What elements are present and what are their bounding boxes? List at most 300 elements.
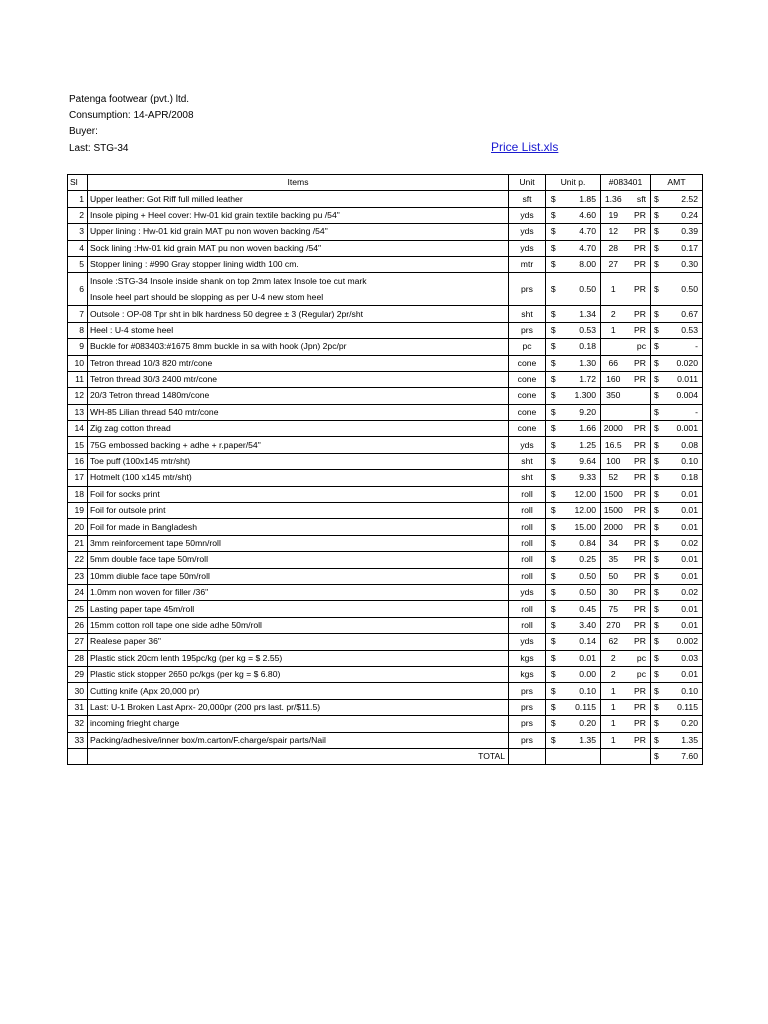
row-consumption-unit: PR bbox=[626, 273, 651, 306]
total-row bbox=[68, 748, 703, 764]
row-item: 75G embossed backing + adhe + r.paper/54" bbox=[88, 437, 509, 453]
row-sl: 14 bbox=[68, 421, 88, 437]
row-unit: mtr bbox=[509, 256, 546, 272]
row-price-currency: $ bbox=[546, 240, 561, 256]
row-consumption-unit: PR bbox=[626, 716, 651, 732]
row-amt-currency: $ bbox=[651, 371, 666, 387]
row-consumption-unit: PR bbox=[626, 732, 651, 748]
row-consumption-unit: PR bbox=[626, 568, 651, 584]
table-row bbox=[68, 519, 703, 535]
row-unit: yds bbox=[509, 224, 546, 240]
row-amount: 0.020 bbox=[666, 355, 703, 371]
table-row bbox=[68, 421, 703, 437]
row-unit-price: 0.00 bbox=[561, 666, 601, 682]
table-row bbox=[68, 224, 703, 240]
row-consumption bbox=[601, 404, 626, 420]
row-amount: 2.52 bbox=[666, 191, 703, 207]
row-item: 1.0mm non woven for filler /36" bbox=[88, 584, 509, 600]
row-sl: 3 bbox=[68, 224, 88, 240]
row-amount: 0.002 bbox=[666, 634, 703, 650]
row-price-currency: $ bbox=[546, 666, 561, 682]
table-row bbox=[68, 683, 703, 699]
table-row bbox=[68, 634, 703, 650]
row-unit-price: 0.18 bbox=[561, 339, 601, 355]
row-item: 3mm reinforcement tape 50mn/roll bbox=[88, 535, 509, 551]
row-unit: cone bbox=[509, 371, 546, 387]
table-row bbox=[68, 535, 703, 551]
row-unit: kgs bbox=[509, 666, 546, 682]
row-sl: 17 bbox=[68, 470, 88, 486]
row-unit: prs bbox=[509, 322, 546, 338]
row-item: Hotmelt (100 x145 mtr/sht) bbox=[88, 470, 509, 486]
row-amount: 0.50 bbox=[666, 273, 703, 306]
row-sl: 6 bbox=[68, 273, 88, 306]
row-consumption: 1 bbox=[601, 322, 626, 338]
row-unit-price: 1.72 bbox=[561, 371, 601, 387]
row-sl: 7 bbox=[68, 306, 88, 322]
row-unit: roll bbox=[509, 601, 546, 617]
row-consumption-unit: PR bbox=[626, 634, 651, 650]
row-item: 10mm diuble face tape 50m/roll bbox=[88, 568, 509, 584]
table-row bbox=[68, 191, 703, 207]
row-price-currency: $ bbox=[546, 421, 561, 437]
row-amt-currency: $ bbox=[651, 584, 666, 600]
row-unit-price: 0.50 bbox=[561, 568, 601, 584]
row-item: Upper lining : Hw-01 kid grain MAT pu non woven backing /54" bbox=[88, 224, 509, 240]
row-unit: cone bbox=[509, 421, 546, 437]
row-price-currency: $ bbox=[546, 716, 561, 732]
row-amt-currency: $ bbox=[651, 207, 666, 223]
row-amt-currency: $ bbox=[651, 666, 666, 682]
row-unit: roll bbox=[509, 568, 546, 584]
row-item: Stopper lining : #990 Gray stopper lining width 100 cm. bbox=[88, 256, 509, 272]
row-amt-currency: $ bbox=[651, 256, 666, 272]
row-item-line: Insole :STG-34 Insole inside shank on top 2mm latex Insole toe cut mark bbox=[90, 276, 367, 287]
row-amount: 0.01 bbox=[666, 568, 703, 584]
row-unit-price: 0.20 bbox=[561, 716, 601, 732]
row-sl: 9 bbox=[68, 339, 88, 355]
row-item bbox=[88, 273, 509, 306]
consumption-date: Consumption: 14-APR/2008 bbox=[69, 110, 194, 121]
row-consumption: 1500 bbox=[601, 503, 626, 519]
row-price-currency: $ bbox=[546, 552, 561, 568]
table-row bbox=[68, 240, 703, 256]
row-item: Last: U-1 Broken Last Aprx- 20,000pr (200 prs last. pr/$11.5) bbox=[88, 699, 509, 715]
row-price-currency: $ bbox=[546, 322, 561, 338]
row-sl: 23 bbox=[68, 568, 88, 584]
row-sl: 5 bbox=[68, 256, 88, 272]
row-price-currency: $ bbox=[546, 224, 561, 240]
row-sl: 4 bbox=[68, 240, 88, 256]
row-sl: 20 bbox=[68, 519, 88, 535]
table-row bbox=[68, 650, 703, 666]
row-unit: yds bbox=[509, 634, 546, 650]
row-consumption-unit bbox=[626, 404, 651, 420]
table-row bbox=[68, 437, 703, 453]
row-item: Buckle for #083403:#1675 8mm buckle in sa with hook (Jpn) 2pc/pr bbox=[88, 339, 509, 355]
row-item: Upper leather: Got Riff full milled leather bbox=[88, 191, 509, 207]
row-amt-currency: $ bbox=[651, 437, 666, 453]
table-row bbox=[68, 552, 703, 568]
row-amount: 0.01 bbox=[666, 617, 703, 633]
row-consumption: 66 bbox=[601, 355, 626, 371]
row-consumption: 270 bbox=[601, 617, 626, 633]
row-consumption-unit: PR bbox=[626, 224, 651, 240]
row-sl: 18 bbox=[68, 486, 88, 502]
row-unit-price: 12.00 bbox=[561, 486, 601, 502]
row-amount: 0.01 bbox=[666, 666, 703, 682]
table-row bbox=[68, 732, 703, 748]
row-unit-price: 8.00 bbox=[561, 256, 601, 272]
row-amount: 0.01 bbox=[666, 503, 703, 519]
table-row bbox=[68, 601, 703, 617]
row-item: Tetron thread 10/3 820 mtr/cone bbox=[88, 355, 509, 371]
row-amount: 0.01 bbox=[666, 486, 703, 502]
company-name: Patenga footwear (pvt.) ltd. bbox=[69, 94, 190, 105]
row-price-currency: $ bbox=[546, 306, 561, 322]
row-amt-currency: $ bbox=[651, 240, 666, 256]
row-sl: 26 bbox=[68, 617, 88, 633]
row-amount: 0.10 bbox=[666, 453, 703, 469]
row-amt-currency: $ bbox=[651, 519, 666, 535]
row-consumption: 1500 bbox=[601, 486, 626, 502]
row-unit: yds bbox=[509, 207, 546, 223]
row-amount: 0.17 bbox=[666, 240, 703, 256]
row-consumption: 27 bbox=[601, 256, 626, 272]
row-consumption: 2 bbox=[601, 666, 626, 682]
row-unit-price: 4.70 bbox=[561, 224, 601, 240]
row-item: Outsole : OP-08 Tpr sht in blk hardness 50 degree ± 3 (Regular) 2pr/sht bbox=[88, 306, 509, 322]
row-price-currency: $ bbox=[546, 699, 561, 715]
table-row bbox=[68, 568, 703, 584]
row-consumption: 1 bbox=[601, 683, 626, 699]
row-consumption: 52 bbox=[601, 470, 626, 486]
row-item: Packing/adhesive/inner box/m.carton/F.charge/spair parts/Nail bbox=[88, 732, 509, 748]
row-amt-currency: $ bbox=[651, 699, 666, 715]
row-price-currency: $ bbox=[546, 404, 561, 420]
row-unit: sht bbox=[509, 470, 546, 486]
col-header-items: Items bbox=[88, 175, 509, 191]
row-unit-price: 0.50 bbox=[561, 273, 601, 306]
row-price-currency: $ bbox=[546, 355, 561, 371]
row-amount: 0.011 bbox=[666, 371, 703, 387]
row-item: 20/3 Tetron thread 1480m/cone bbox=[88, 388, 509, 404]
row-price-currency: $ bbox=[546, 732, 561, 748]
row-amt-currency: $ bbox=[651, 732, 666, 748]
row-consumption: 30 bbox=[601, 584, 626, 600]
row-unit-price: 0.45 bbox=[561, 601, 601, 617]
row-consumption: 2 bbox=[601, 306, 626, 322]
row-amt-currency: $ bbox=[651, 650, 666, 666]
row-consumption-unit: PR bbox=[626, 453, 651, 469]
row-price-currency: $ bbox=[546, 584, 561, 600]
row-unit: cone bbox=[509, 404, 546, 420]
row-price-currency: $ bbox=[546, 207, 561, 223]
table-row bbox=[68, 699, 703, 715]
row-unit-price: 3.40 bbox=[561, 617, 601, 633]
row-unit: cone bbox=[509, 355, 546, 371]
row-consumption-unit: PR bbox=[626, 486, 651, 502]
table-row bbox=[68, 666, 703, 682]
row-price-currency: $ bbox=[546, 191, 561, 207]
row-amt-currency: $ bbox=[651, 322, 666, 338]
row-sl: 10 bbox=[68, 355, 88, 371]
row-consumption: 19 bbox=[601, 207, 626, 223]
row-consumption-unit: PR bbox=[626, 322, 651, 338]
row-price-currency: $ bbox=[546, 617, 561, 633]
row-sl: 12 bbox=[68, 388, 88, 404]
row-sl: 11 bbox=[68, 371, 88, 387]
row-unit: yds bbox=[509, 437, 546, 453]
row-item: Lasting paper tape 45m/roll bbox=[88, 601, 509, 617]
row-price-currency: $ bbox=[546, 453, 561, 469]
row-consumption: 62 bbox=[601, 634, 626, 650]
row-item: Toe puff (100x145 mtr/sht) bbox=[88, 453, 509, 469]
row-sl: 30 bbox=[68, 683, 88, 699]
row-unit-price: 0.14 bbox=[561, 634, 601, 650]
row-amount: 0.01 bbox=[666, 552, 703, 568]
row-unit: yds bbox=[509, 240, 546, 256]
row-unit-price: 1.30 bbox=[561, 355, 601, 371]
row-amount: 0.53 bbox=[666, 322, 703, 338]
row-unit-price: 0.53 bbox=[561, 322, 601, 338]
row-item: Plastic stick 20cm lenth 195pc/kg (per kg = $ 2.55) bbox=[88, 650, 509, 666]
row-price-currency: $ bbox=[546, 437, 561, 453]
row-unit: sft bbox=[509, 191, 546, 207]
row-amt-currency: $ bbox=[651, 503, 666, 519]
row-item: Insole piping + Heel cover: Hw-01 kid grain textile backing pu /54" bbox=[88, 207, 509, 223]
row-consumption-unit: PR bbox=[626, 617, 651, 633]
row-amount: 0.39 bbox=[666, 224, 703, 240]
row-consumption: 100 bbox=[601, 453, 626, 469]
table-row bbox=[68, 388, 703, 404]
row-item: 15mm cotton roll tape one side adhe 50m/roll bbox=[88, 617, 509, 633]
row-unit-price: 12.00 bbox=[561, 503, 601, 519]
row-unit: yds bbox=[509, 584, 546, 600]
row-amt-currency: $ bbox=[651, 535, 666, 551]
row-price-currency: $ bbox=[546, 535, 561, 551]
row-sl: 8 bbox=[68, 322, 88, 338]
row-price-currency: $ bbox=[546, 634, 561, 650]
row-consumption: 1 bbox=[601, 273, 626, 306]
row-unit: sht bbox=[509, 306, 546, 322]
row-amt-currency: $ bbox=[651, 388, 666, 404]
row-unit: prs bbox=[509, 732, 546, 748]
col-header-style: #083401 bbox=[601, 175, 651, 191]
total-label: TOTAL bbox=[88, 748, 509, 764]
row-consumption: 160 bbox=[601, 371, 626, 387]
row-price-currency: $ bbox=[546, 503, 561, 519]
row-unit-price: 1.300 bbox=[561, 388, 601, 404]
row-price-currency: $ bbox=[546, 470, 561, 486]
row-sl: 19 bbox=[68, 503, 88, 519]
row-consumption-unit bbox=[626, 388, 651, 404]
row-sl: 29 bbox=[68, 666, 88, 682]
row-price-currency: $ bbox=[546, 601, 561, 617]
row-unit-price: 1.25 bbox=[561, 437, 601, 453]
row-price-currency: $ bbox=[546, 339, 561, 355]
row-amount: 0.67 bbox=[666, 306, 703, 322]
row-unit-price: 15.00 bbox=[561, 519, 601, 535]
row-amount: 0.02 bbox=[666, 535, 703, 551]
row-unit-price: 1.34 bbox=[561, 306, 601, 322]
row-sl: 13 bbox=[68, 404, 88, 420]
row-unit: roll bbox=[509, 552, 546, 568]
row-consumption-unit: PR bbox=[626, 470, 651, 486]
row-unit-price: 0.50 bbox=[561, 584, 601, 600]
row-unit: prs bbox=[509, 683, 546, 699]
table-row bbox=[68, 584, 703, 600]
row-price-currency: $ bbox=[546, 371, 561, 387]
row-amount: 0.02 bbox=[666, 584, 703, 600]
row-consumption-unit: pc bbox=[626, 666, 651, 682]
row-unit: roll bbox=[509, 486, 546, 502]
row-consumption-unit: pc bbox=[626, 339, 651, 355]
row-consumption-unit: PR bbox=[626, 355, 651, 371]
row-unit: prs bbox=[509, 699, 546, 715]
row-price-currency: $ bbox=[546, 388, 561, 404]
row-consumption-unit: PR bbox=[626, 535, 651, 551]
row-unit: roll bbox=[509, 535, 546, 551]
row-unit-price: 1.66 bbox=[561, 421, 601, 437]
row-consumption: 1 bbox=[601, 732, 626, 748]
price-list-link[interactable]: Price List.xls bbox=[491, 140, 559, 154]
row-amount: 0.004 bbox=[666, 388, 703, 404]
row-consumption: 350 bbox=[601, 388, 626, 404]
row-amount: - bbox=[666, 404, 703, 420]
row-sl: 32 bbox=[68, 716, 88, 732]
row-consumption-unit: PR bbox=[626, 421, 651, 437]
row-consumption-unit: PR bbox=[626, 601, 651, 617]
row-unit-price: 4.70 bbox=[561, 240, 601, 256]
row-amt-currency: $ bbox=[651, 306, 666, 322]
row-item: Tetron thread 30/3 2400 mtr/cone bbox=[88, 371, 509, 387]
row-consumption: 1 bbox=[601, 716, 626, 732]
col-header-sl: Sl bbox=[68, 175, 88, 191]
row-consumption: 34 bbox=[601, 535, 626, 551]
row-consumption-unit: PR bbox=[626, 306, 651, 322]
row-unit-price: 1.85 bbox=[561, 191, 601, 207]
row-sl: 28 bbox=[68, 650, 88, 666]
row-price-currency: $ bbox=[546, 519, 561, 535]
total-amount: 7.60 bbox=[666, 748, 703, 764]
row-amt-currency: $ bbox=[651, 421, 666, 437]
row-amt-currency: $ bbox=[651, 634, 666, 650]
table-header-row bbox=[68, 175, 703, 191]
row-unit-price: 9.64 bbox=[561, 453, 601, 469]
table-row bbox=[68, 339, 703, 355]
row-sl: 27 bbox=[68, 634, 88, 650]
row-item: Zig zag cotton thread bbox=[88, 421, 509, 437]
row-amount: 0.01 bbox=[666, 519, 703, 535]
table-row bbox=[68, 207, 703, 223]
row-consumption-unit: PR bbox=[626, 207, 651, 223]
row-amt-currency: $ bbox=[651, 617, 666, 633]
row-amt-currency: $ bbox=[651, 404, 666, 420]
col-header-unit-price: Unit p. bbox=[546, 175, 601, 191]
table-row bbox=[68, 256, 703, 272]
row-consumption: 50 bbox=[601, 568, 626, 584]
row-amt-currency: $ bbox=[651, 486, 666, 502]
row-price-currency: $ bbox=[546, 486, 561, 502]
row-price-currency: $ bbox=[546, 683, 561, 699]
row-item: Sock lining :Hw-01 kid grain MAT pu non woven backing /54" bbox=[88, 240, 509, 256]
row-amount: 0.30 bbox=[666, 256, 703, 272]
table-row bbox=[68, 716, 703, 732]
row-sl: 15 bbox=[68, 437, 88, 453]
row-sl: 31 bbox=[68, 699, 88, 715]
row-amt-currency: $ bbox=[651, 552, 666, 568]
row-item: Foil for made in Bangladesh bbox=[88, 519, 509, 535]
row-unit-price: 0.25 bbox=[561, 552, 601, 568]
row-sl: 1 bbox=[68, 191, 88, 207]
row-sl: 16 bbox=[68, 453, 88, 469]
row-price-currency: $ bbox=[546, 273, 561, 306]
row-consumption-unit: PR bbox=[626, 503, 651, 519]
row-item: Foil for socks print bbox=[88, 486, 509, 502]
row-price-currency: $ bbox=[546, 256, 561, 272]
row-unit: prs bbox=[509, 716, 546, 732]
row-consumption-unit: PR bbox=[626, 699, 651, 715]
row-consumption-unit: PR bbox=[626, 437, 651, 453]
row-amount: 0.01 bbox=[666, 601, 703, 617]
row-consumption: 75 bbox=[601, 601, 626, 617]
row-unit-price: 0.115 bbox=[561, 699, 601, 715]
row-unit: pc bbox=[509, 339, 546, 355]
row-amount: 0.08 bbox=[666, 437, 703, 453]
row-amt-currency: $ bbox=[651, 716, 666, 732]
row-consumption-unit: PR bbox=[626, 584, 651, 600]
row-consumption-unit: PR bbox=[626, 371, 651, 387]
row-item: 5mm double face tape 50m/roll bbox=[88, 552, 509, 568]
row-consumption-unit: PR bbox=[626, 240, 651, 256]
row-consumption: 2 bbox=[601, 650, 626, 666]
consumption-table bbox=[67, 174, 703, 765]
table-row bbox=[68, 486, 703, 502]
row-unit-price: 4.60 bbox=[561, 207, 601, 223]
row-consumption-unit: PR bbox=[626, 552, 651, 568]
row-consumption-unit: PR bbox=[626, 256, 651, 272]
row-consumption-unit: PR bbox=[626, 683, 651, 699]
row-amt-currency: $ bbox=[651, 224, 666, 240]
row-consumption: 12 bbox=[601, 224, 626, 240]
row-item-line: Insole heel part should be slopping as per U-4 new stom heel bbox=[90, 292, 324, 303]
row-consumption: 1.36 bbox=[601, 191, 626, 207]
row-unit-price: 0.10 bbox=[561, 683, 601, 699]
row-amt-currency: $ bbox=[651, 339, 666, 355]
row-unit: roll bbox=[509, 617, 546, 633]
row-item: Foil for outsole print bbox=[88, 503, 509, 519]
row-amt-currency: $ bbox=[651, 601, 666, 617]
row-consumption-unit: PR bbox=[626, 519, 651, 535]
row-item: Cutting knife (Apx 20,000 pr) bbox=[88, 683, 509, 699]
table-row bbox=[68, 503, 703, 519]
col-header-amt: AMT bbox=[651, 175, 703, 191]
row-amt-currency: $ bbox=[651, 683, 666, 699]
row-amt-currency: $ bbox=[651, 273, 666, 306]
row-sl: 21 bbox=[68, 535, 88, 551]
row-amt-currency: $ bbox=[651, 355, 666, 371]
row-unit-price: 1.35 bbox=[561, 732, 601, 748]
table-row bbox=[68, 404, 703, 420]
row-unit: roll bbox=[509, 519, 546, 535]
row-amt-currency: $ bbox=[651, 453, 666, 469]
table-row bbox=[68, 617, 703, 633]
row-unit-price: 0.01 bbox=[561, 650, 601, 666]
row-amount: 0.18 bbox=[666, 470, 703, 486]
row-consumption: 16.5 bbox=[601, 437, 626, 453]
row-sl: 25 bbox=[68, 601, 88, 617]
